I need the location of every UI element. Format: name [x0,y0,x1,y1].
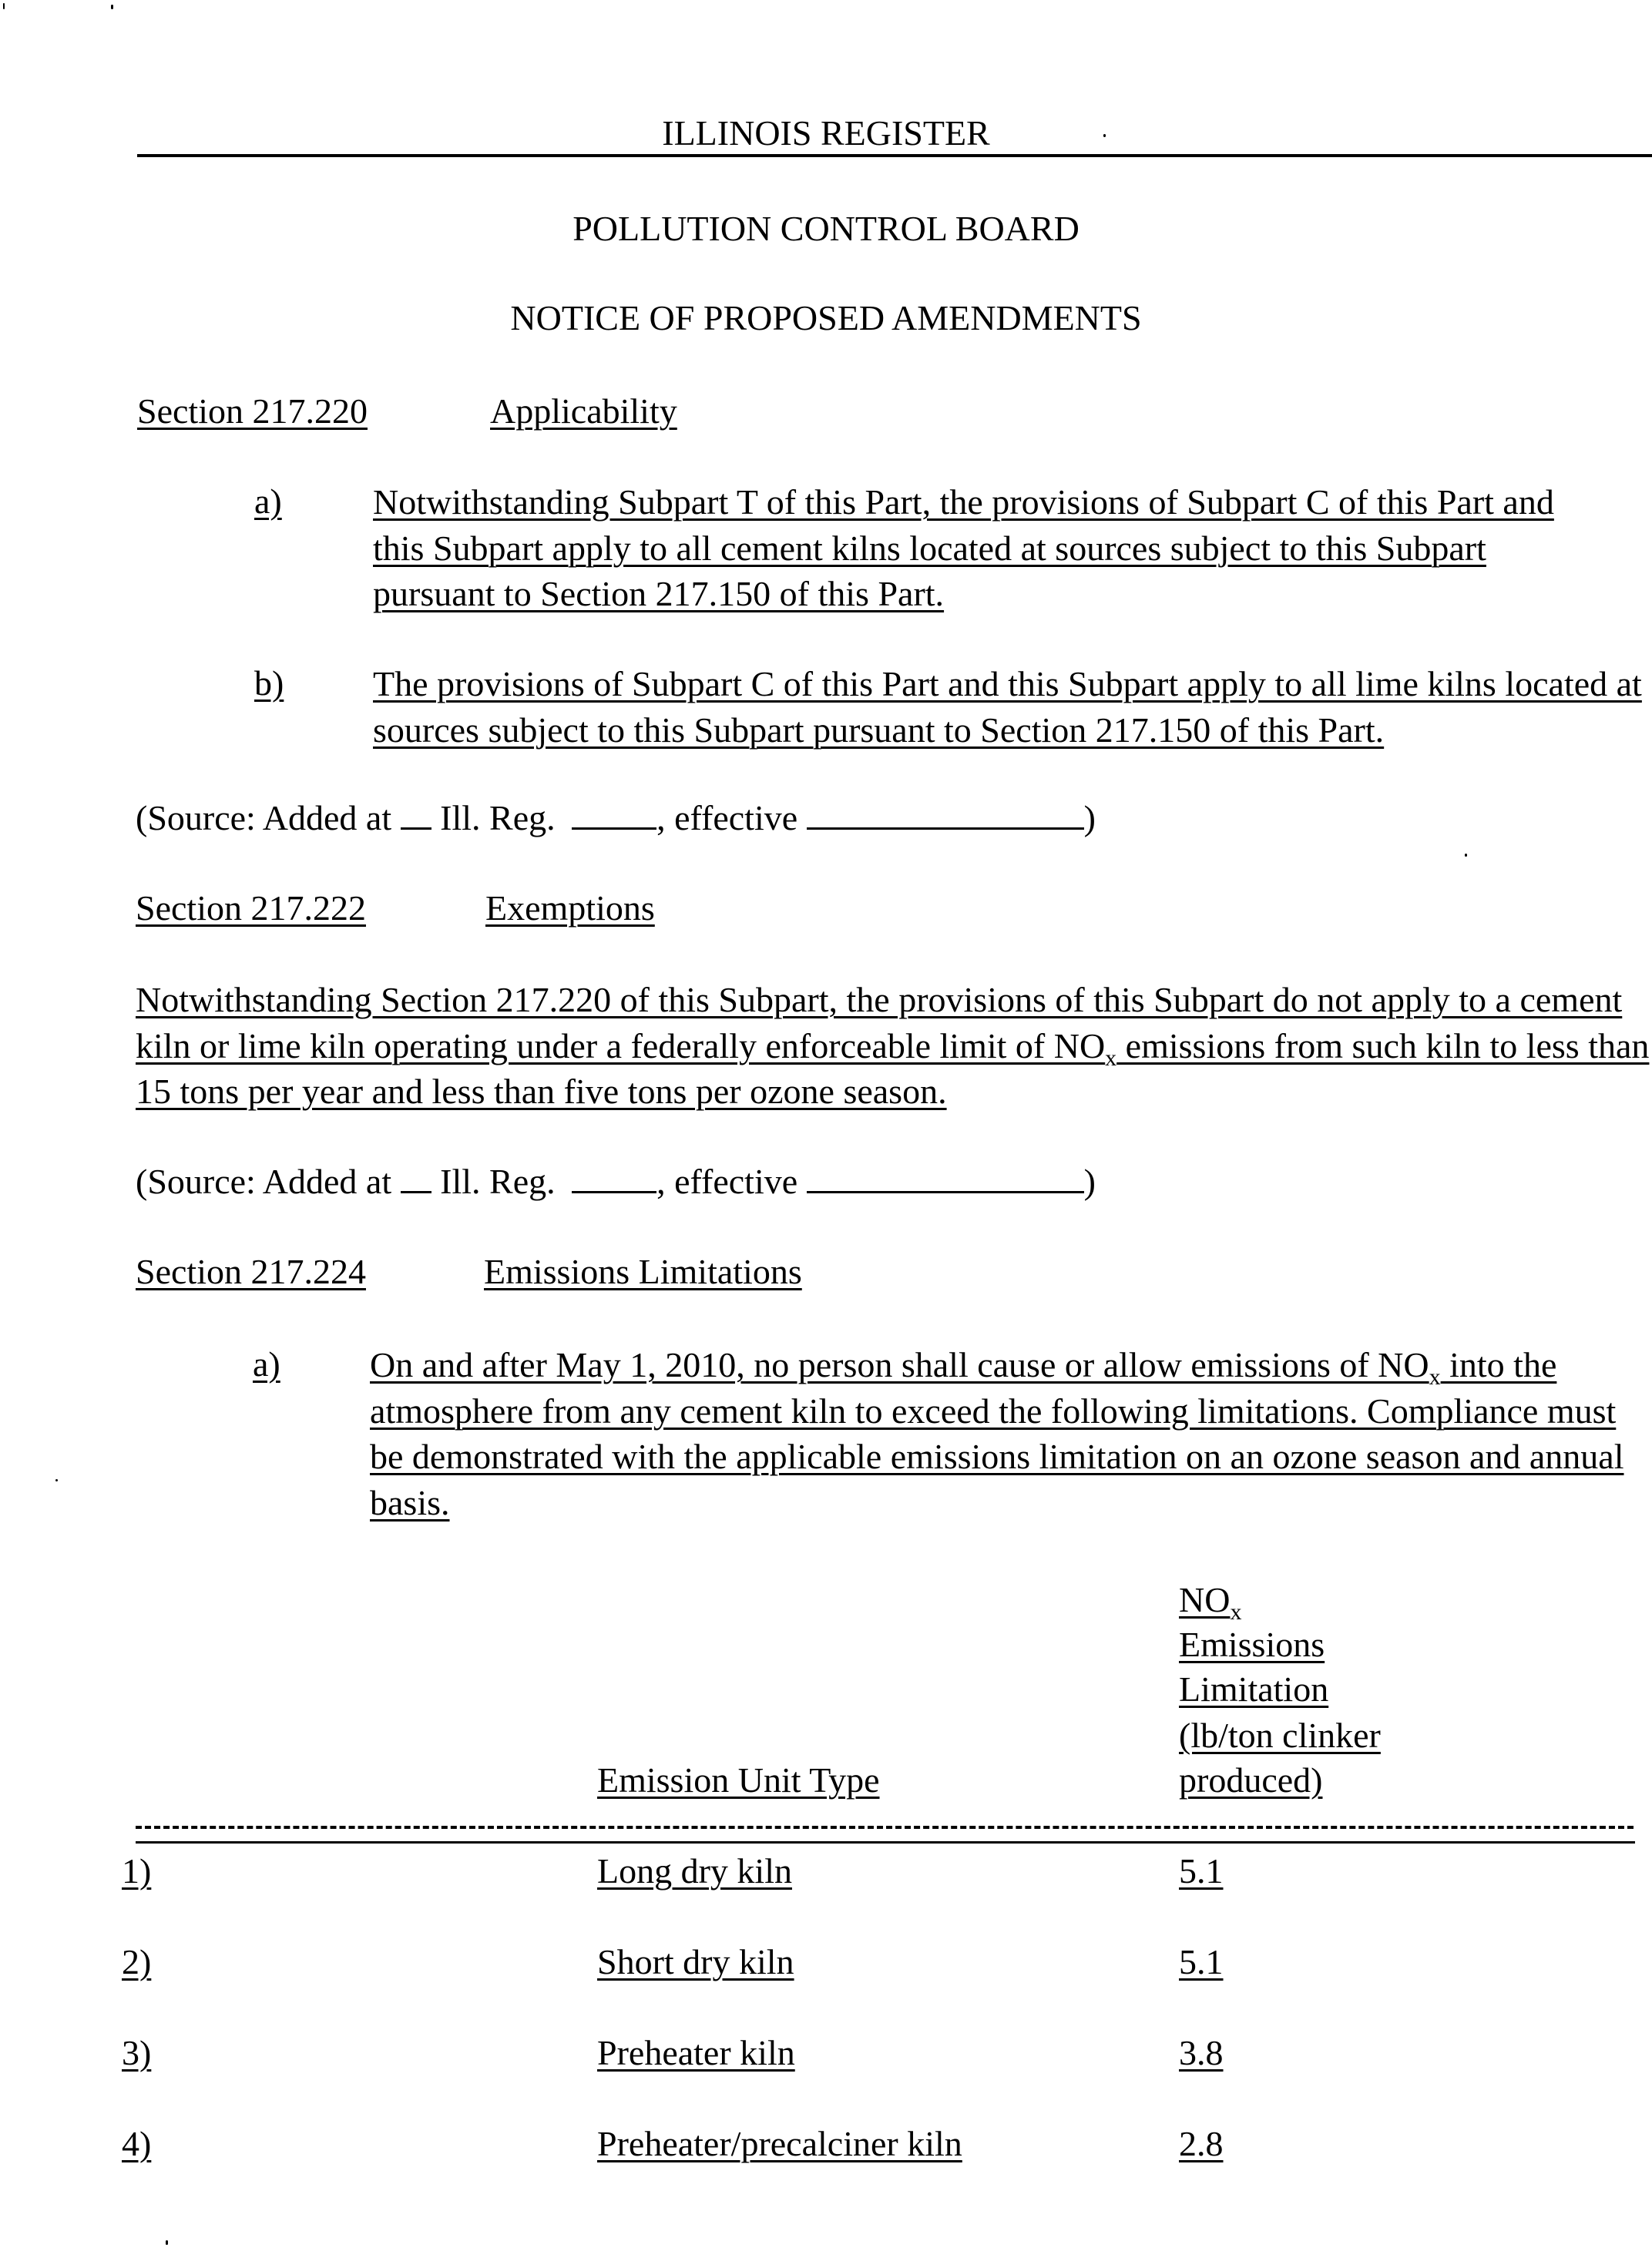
register-title: ILLINOIS REGISTER [662,113,990,153]
scan-speck [166,2240,168,2245]
section-217-222-number: Section 217.222 [136,888,366,928]
source-effective: , effective [656,798,798,837]
item-a-text: Notwithstanding Subpart T of this Part, the provisions of Subpart C of this Part and this Subpart apply to all cement kilns located at sources subject to this Subpart pursuant to Section 217.150 of this Part. [373,482,1554,613]
blank-date [807,797,1084,830]
table-header-emissions: Emissions [1179,1625,1325,1664]
nox-label: NO [1179,1580,1231,1619]
source-prefix: (Source: Added at [136,1162,392,1201]
table-header-units: (lb/ton clinker [1179,1716,1381,1755]
scan-speck [55,1479,58,1481]
scan-speck [1465,854,1467,857]
source-effective: , effective [656,1162,798,1201]
row-2-number: 2) [122,1942,152,1981]
row-4-limit: 2.8 [1179,2124,1224,2163]
row-1-number: 1) [122,1851,152,1891]
source-prefix: (Source: Added at [136,798,392,837]
blank-volume [401,1160,431,1193]
table-header-produced: produced) [1179,1760,1323,1800]
row-4-type: Preheater/precalciner kiln [597,2124,962,2163]
scan-speck [3,3,5,9]
limitations-text-part2: into the atmosphere from any cement kiln to exceed the following limitations. Compliance must be demonstrated with the applicable emissions limitation on an ozone season and annual basis. [370,1345,1624,1522]
nox-subscript: x [1105,1045,1117,1071]
exemptions-text [136,977,1652,1115]
exemptions-text-part1: Notwithstanding Section 217.220 of this Subpart, the provisions of this Subpart do not apply to a cement kiln or lime kiln operating under a federally enforceable limit of NO [136,980,1623,1065]
header-rule [137,154,1652,157]
source-note-1 [136,796,1096,840]
row-3-limit: 3.8 [1179,2033,1224,2072]
scan-speck [111,5,113,9]
table-header-unit-type: Emission Unit Type [597,1760,880,1800]
section-217-220-number: Section 217.220 [137,391,368,431]
limitations-item-a-text [370,1342,1652,1525]
row-3-number: 3) [122,2033,152,2072]
section-217-224-title: Emissions Limitations [484,1252,802,1291]
source-note-2 [136,1159,1096,1204]
table-header-nox [1179,1578,1242,1625]
limitations-item-a-label: a) [253,1344,280,1384]
blank-page [572,1160,656,1193]
row-2-type: Short dry kiln [597,1942,794,1981]
section-217-220-title: Applicability [490,391,677,431]
table-header-limitation: Limitation [1179,1669,1329,1709]
source-close: ) [1083,1162,1096,1201]
limitations-text-part1: On and after May 1, 2010, no person shall cause or allow emissions of NO [370,1345,1429,1384]
section-217-224-number: Section 217.224 [136,1252,366,1291]
source-reg: Ill. Reg. [440,1162,556,1201]
item-b-label: b) [254,663,284,703]
row-3-type: Preheater kiln [597,2033,795,2072]
board-title: POLLUTION CONTROL BOARD [572,209,1080,248]
nox-subscript: x [1230,1599,1242,1625]
row-1-limit: 5.1 [1179,1851,1224,1891]
exemptions-text-part2: emissions from such kiln to less than 15 tons per year and less than five tons per ozone season. [136,1025,1650,1111]
table-solid-rule [136,1841,1635,1844]
blank-volume [401,797,431,830]
row-2-limit: 5.1 [1179,1942,1224,1981]
notice-title: NOTICE OF PROPOSED AMENDMENTS [510,298,1142,337]
item-b-text: The provisions of Subpart C of this Part and this Subpart apply to all lime kilns located at sources subject to this Subpart pursuant to Section 217.150 of this Part. [373,664,1642,750]
source-close: ) [1083,798,1096,837]
source-reg: Ill. Reg. [440,798,556,837]
item-a-label: a) [254,481,282,521]
section-217-222-title: Exemptions [485,888,655,928]
row-4-number: 4) [122,2124,152,2163]
nox-subscript: x [1429,1364,1441,1390]
blank-date [807,1160,1084,1193]
table-dashed-rule [136,1826,1634,1829]
row-1-type: Long dry kiln [597,1851,792,1891]
blank-page [572,797,656,830]
